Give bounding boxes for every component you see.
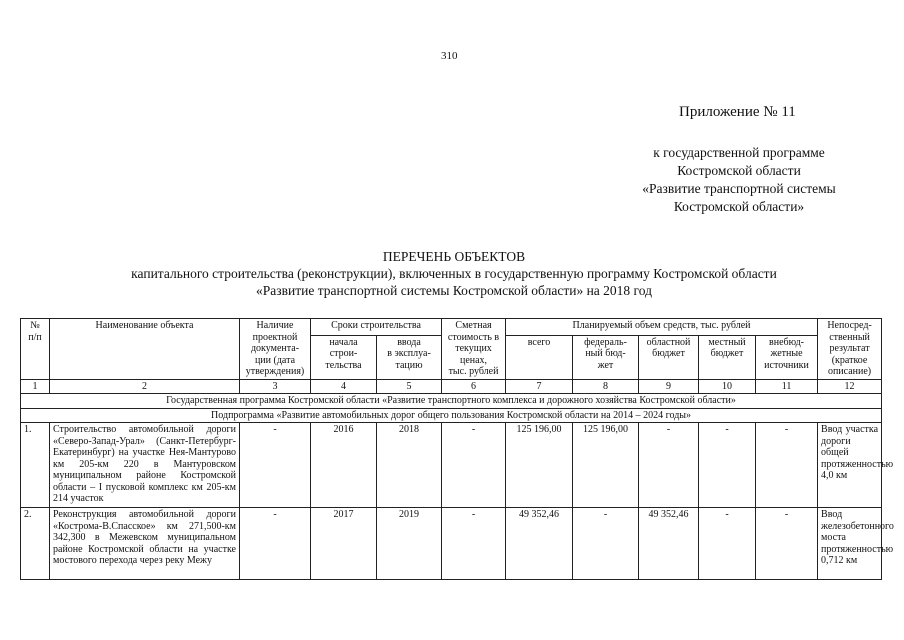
appendix-subtitle xyxy=(600,144,878,216)
row-name: Реконструкция автомобильной дороги «Кострома-В.Спасское» км 271,500-км 342,300 в Межевском муниципальном районе Костромской области на участке мостового перехода через реку Межу xyxy=(50,508,240,580)
document-heading xyxy=(40,248,868,299)
header-planned: Планируемый объем средств, тыс. рублей xyxy=(506,319,818,336)
column-number: 1 xyxy=(21,379,50,394)
row-estimate: - xyxy=(442,508,506,580)
row-result: Ввод участка дороги общей протяженностью 4,0 км xyxy=(818,423,882,508)
column-number: 10 xyxy=(699,379,756,394)
column-number: 12 xyxy=(818,379,882,394)
row-commission: 2019 xyxy=(377,508,442,580)
row-total: 125 196,00 xyxy=(506,423,573,508)
appendix-subtitle-line: Костромской области» xyxy=(673,199,805,214)
header-num: № п/п xyxy=(21,319,50,380)
heading-line: «Развитие транспортной системы Костромской области» на 2018 год xyxy=(256,283,652,298)
row-docs: - xyxy=(240,508,311,580)
column-number: 4 xyxy=(311,379,377,394)
column-number: 3 xyxy=(240,379,311,394)
column-number: 6 xyxy=(442,379,506,394)
row-offbudget: - xyxy=(756,508,818,580)
column-number: 5 xyxy=(377,379,442,394)
row-estimate: - xyxy=(442,423,506,508)
objects-table xyxy=(20,318,894,580)
row-offbudget: - xyxy=(756,423,818,508)
row-federal: - xyxy=(573,508,639,580)
header-commission: ввода в эксплуа- тацию xyxy=(377,335,442,379)
header-terms: Сроки строительства xyxy=(311,319,442,336)
subprogram-title: Подпрограмма «Развитие автомобильных дорог общего пользования Костромской области на 2014 – 2024 годы» xyxy=(21,408,882,423)
row-regional: - xyxy=(639,423,699,508)
row-num: 2. xyxy=(21,508,50,580)
header-docs: Наличие проектной документа- ции (дата утверждения) xyxy=(240,319,311,380)
column-number: 7 xyxy=(506,379,573,394)
table-row xyxy=(21,423,882,508)
header-total: всего xyxy=(506,335,573,379)
header-regional: областной бюджет xyxy=(639,335,699,379)
row-num: 1. xyxy=(21,423,50,508)
row-result: Ввод железобетонного моста протяженностью 0,712 км xyxy=(818,508,882,580)
appendix-subtitle-line: Костромской области xyxy=(677,163,801,178)
column-number: 8 xyxy=(573,379,639,394)
row-federal: 125 196,00 xyxy=(573,423,639,508)
header-federal: федераль- ный бюд- жет xyxy=(573,335,639,379)
row-name: Строительство автомобильной дороги «Северо-Запад-Урал» (Санкт-Петербург-Екатеринбург) на участке Нея-Мантурово км 205-км 220 в Мантуровском муниципальном районе Костромской области – I пусковой комплекс км 205-км 214 участок xyxy=(50,423,240,508)
program-row xyxy=(21,394,882,409)
column-number: 2 xyxy=(50,379,240,394)
appendix-title: Приложение № 11 xyxy=(679,104,796,120)
column-number-row xyxy=(21,379,882,394)
subprogram-row xyxy=(21,408,882,423)
column-number: 9 xyxy=(639,379,699,394)
page-number: 310 xyxy=(441,50,458,62)
row-total: 49 352,46 xyxy=(506,508,573,580)
row-start: 2016 xyxy=(311,423,377,508)
appendix-subtitle-line: «Развитие транспортной системы xyxy=(642,181,836,196)
program-title: Государственная программа Костромской области «Развитие транспортного комплекса и дорожного хозяйства Костромской области» xyxy=(21,394,882,409)
row-local: - xyxy=(699,508,756,580)
appendix-subtitle-line: к государственной программе xyxy=(653,145,825,160)
header-row xyxy=(21,319,882,336)
row-docs: - xyxy=(240,423,311,508)
header-name: Наименование объекта xyxy=(50,319,240,380)
column-number: 11 xyxy=(756,379,818,394)
header-estimate: Сметная стоимость в текущих ценах, тыс. рублей xyxy=(442,319,506,380)
row-commission: 2018 xyxy=(377,423,442,508)
heading-line: капитального строительства (реконструкции), включенных в государственную программу Костромской области xyxy=(131,266,777,281)
row-local: - xyxy=(699,423,756,508)
header-offbudget: внебюд- жетные источники xyxy=(756,335,818,379)
header-result: Непосред- ственный результат (краткое описание) xyxy=(818,319,882,380)
header-local: местный бюджет xyxy=(699,335,756,379)
table-row xyxy=(21,508,882,580)
heading-title: ПЕРЕЧЕНЬ ОБЪЕКТОВ xyxy=(382,249,526,264)
row-start: 2017 xyxy=(311,508,377,580)
row-regional: 49 352,46 xyxy=(639,508,699,580)
header-start: начала строи- тельства xyxy=(311,335,377,379)
